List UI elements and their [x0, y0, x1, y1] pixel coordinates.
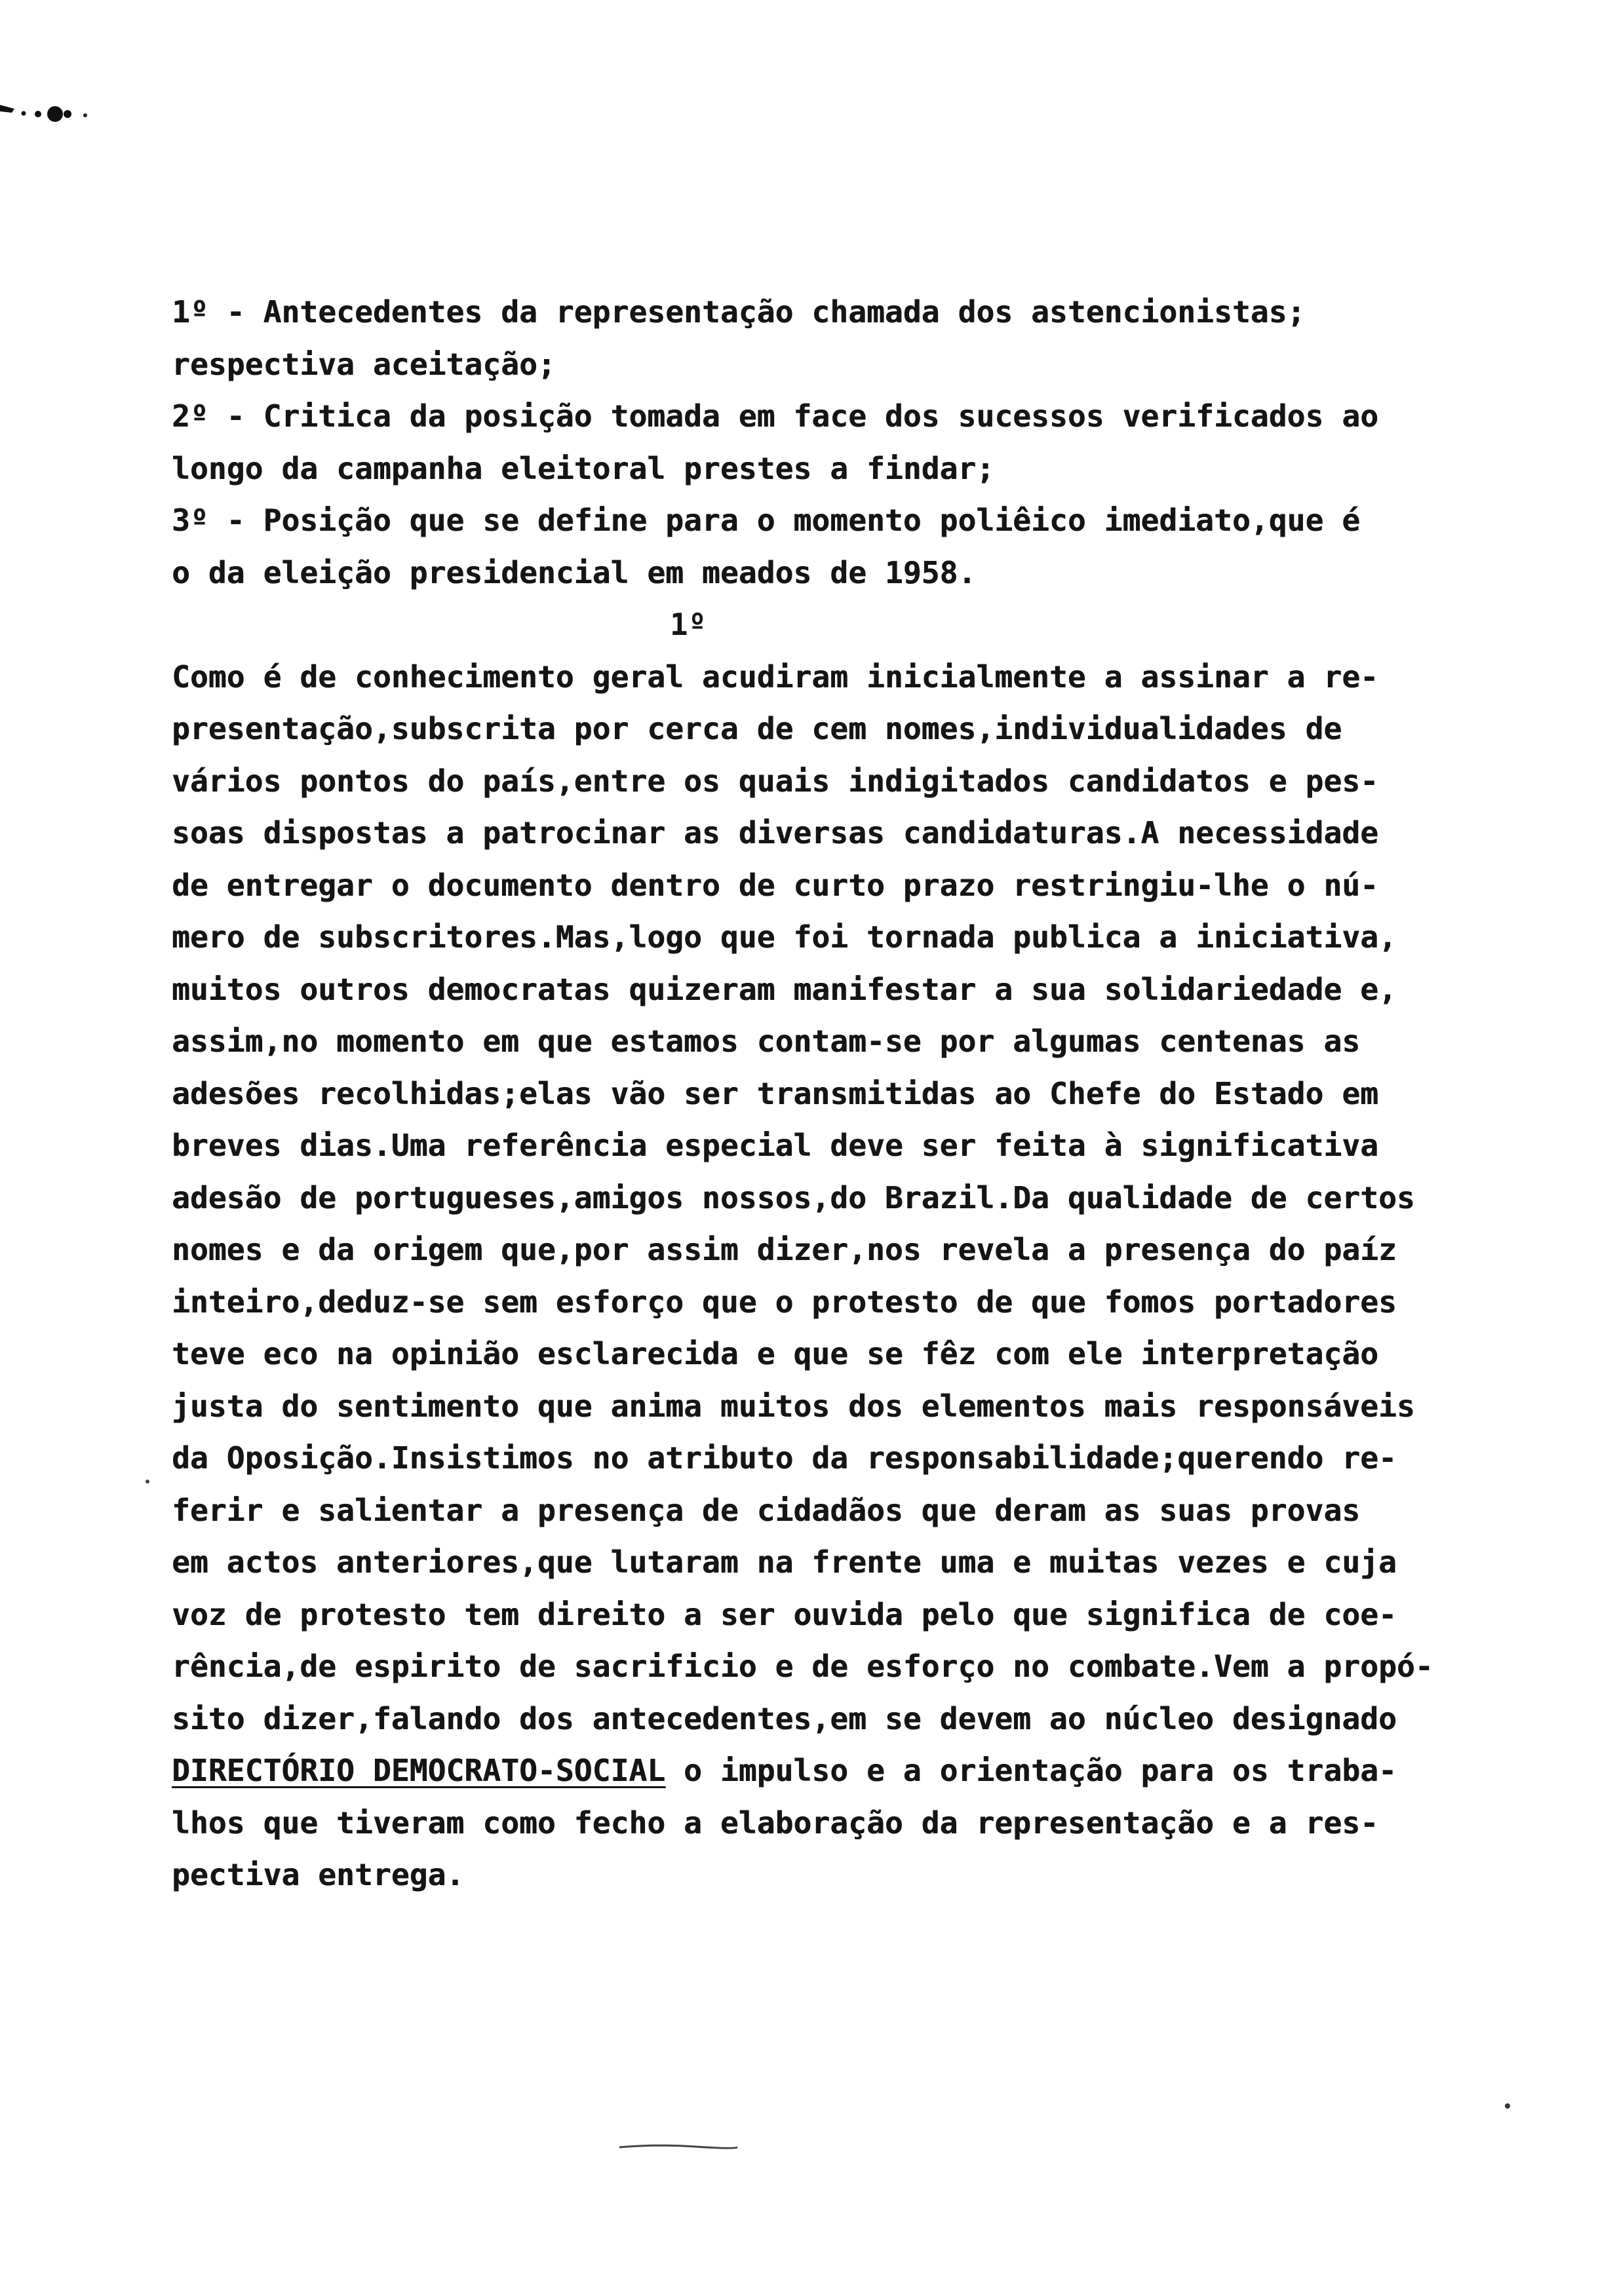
- body-line: rência,de espirito de sacrificio e de esforço no combate.Vem a propó-: [172, 1649, 1433, 1684]
- body-line: muitos outros democratas quizeram manifestar a sua solidariedade e,: [172, 971, 1397, 1007]
- body-line-with-underline: [172, 1745, 1496, 1797]
- intro-line: o da eleição presidencial em meados de 1958.: [172, 554, 977, 590]
- body-line: breves dias.Uma referência especial deve ser feita à significativa: [172, 1128, 1379, 1163]
- body-line: adesões recolhidas;elas vão ser transmitidas ao Chefe do Estado em: [172, 1075, 1379, 1111]
- body-line: inteiro,deduz-se sem esforço que o protesto de que fomos portadores: [172, 1284, 1397, 1320]
- bottom-ink-smudge: [616, 2143, 741, 2151]
- body-line: assim,no momento em que estamos contam-se por algumas centenas as: [172, 1024, 1361, 1059]
- body-line: vários pontos do país,entre os quais indigitados candidatos e pes-: [172, 763, 1379, 799]
- body-line: Como é de conhecimento geral acudiram inicialmente a assinar a re-: [172, 659, 1379, 695]
- body-line: nomes e da origem que,por assim dizer,nos revela a presença do paíz: [172, 1232, 1397, 1267]
- intro-line: respectiva aceitação;: [172, 346, 556, 382]
- body-line: adesão de portugueses,amigos nossos,do Brazil.Da qualidade de certos: [172, 1179, 1415, 1215]
- body-line: ferir e salientar a presença de cidadãos que deram as suas provas: [172, 1492, 1361, 1528]
- body-line: mero de subscritores.Mas,logo que foi tornada publica a iniciativa,: [172, 919, 1397, 955]
- body-line: justa do sentimento que anima muitos dos elementos mais responsáveis: [172, 1388, 1415, 1424]
- section-heading: 1º: [670, 607, 707, 642]
- body-line: voz de protesto tem direito a ser ouvida pelo que significa de coe-: [172, 1596, 1397, 1632]
- margin-speck: [146, 1480, 149, 1483]
- body-line: teve eco na opinião esclarecida e que se fêz com ele interpretação: [172, 1336, 1379, 1371]
- typed-text-block: [172, 286, 1496, 1902]
- corner-speck: [1505, 2103, 1510, 2109]
- intro-line: longo da campanha eleitoral prestes a findar;: [172, 450, 995, 486]
- body-line: pectiva entrega.: [172, 1857, 465, 1892]
- body-line: da Oposição.Insistimos no atributo da responsabilidade;querendo re-: [172, 1440, 1397, 1476]
- body-line: presentação,subscrita por cerca de cem nomes,individualidades de: [172, 711, 1342, 746]
- body-line: de entregar o documento dentro de curto prazo restringiu-lhe o nú-: [172, 867, 1379, 903]
- intro-line: 2º - Critica da posição tomada em face dos sucessos verificados ao: [172, 398, 1379, 434]
- body-line: sito dizer,falando dos antecedentes,em se devem ao núcleo designado: [172, 1700, 1397, 1736]
- body-line-rest: o impulso e a orientação para os traba-: [665, 1753, 1397, 1788]
- underlined-organization-name: DIRECTÓRIO DEMOCRATO-SOCIAL: [172, 1753, 666, 1788]
- body-line: lhos que tiveram como fecho a elaboração da representação e a res-: [172, 1805, 1379, 1841]
- body-line: soas dispostas a patrocinar as diversas candidaturas.A necessidade: [172, 815, 1379, 851]
- intro-line: 3º - Posição que se define para o momento poliêico imediato,que é: [172, 503, 1361, 538]
- punch-hole-marks: [0, 92, 131, 131]
- body-paragraph: [172, 651, 1496, 1902]
- body-line: em actos anteriores,que lutaram na frente uma e muitas vezes e cuja: [172, 1544, 1397, 1580]
- intro-line: 1º - Antecedentes da representação chamada dos astencionistas;: [172, 294, 1306, 330]
- intro-list: [172, 286, 1496, 599]
